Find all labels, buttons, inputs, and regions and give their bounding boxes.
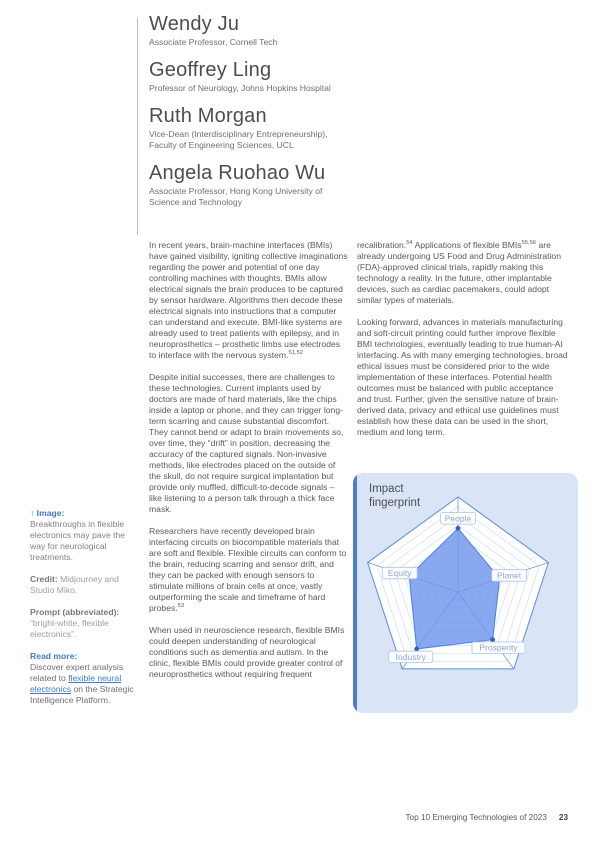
contributor-3 bbox=[149, 161, 359, 208]
contributor-title: Associate Professor, Hong Kong University of Science and Technology bbox=[149, 186, 323, 207]
radar-axis-label: Industry bbox=[395, 652, 426, 662]
prompt-block bbox=[30, 607, 135, 640]
credit-text: Midjourney and Studio Miko. bbox=[30, 574, 119, 595]
read-more-text-before: Discover expert analysis related to bbox=[30, 662, 124, 683]
footer-report-title: Top 10 Emerging Technologies of 2023 bbox=[405, 813, 547, 822]
contributor-1 bbox=[149, 58, 359, 94]
contributor-2 bbox=[149, 104, 359, 151]
impact-fingerprint-radar-chart bbox=[353, 473, 578, 713]
credit-block bbox=[30, 574, 135, 596]
image-caption-text: Breakthroughs in flexible electronics may pave the way for neurological treatments. bbox=[30, 519, 126, 562]
radar-axis-label: Equity bbox=[387, 568, 412, 579]
radar-data-point bbox=[490, 637, 495, 642]
reference-superscript: 54 bbox=[406, 240, 413, 247]
radar-axis-label: Prosperity bbox=[479, 642, 518, 653]
image-caption-sidebar bbox=[30, 508, 135, 706]
article-paragraph: In recent years, brain-machine interfaces (BMIs) have gained visibility, igniting collective imaginations regarding the power and potential of one day controlling machines with thoughts. BMIs allow electrical signals the brain produces to be captured by sensor hardware. Algorithms then decode these electrical signals into instructions that a computer can understand and execute. BMI-like systems are already used to treat patients with epilepsy, and in neuroprosthetics – prosthetic limbs use electrodes to interface with the nervous system.$^{51,52}$ bbox=[149, 240, 348, 360]
contributor-name: Wendy Ju bbox=[149, 13, 240, 35]
reference-superscript: 55,56 bbox=[521, 240, 537, 247]
contributors-list bbox=[149, 12, 359, 218]
article-column-2 bbox=[357, 240, 569, 449]
read-more-label: Read more: bbox=[30, 651, 78, 661]
article-paragraph: Looking forward, advances in materials manufacturing and soft-circuit printing could further improve flexible BMI technologies, eventually leading to true human-AI interfacing. As with many emerging technologies, broad ethical issues must be considered prior to the wide implementation of these interfaces. Potential health outcomes must be balanced with public acceptance and trust. Further, given the sensitive nature of brain-derived data, privacy and ethical use guidelines must establish how these data can be used in the short, medium and long term. bbox=[357, 317, 568, 437]
flexible-neural-electronics-link[interactable]: flexible neural electronics bbox=[30, 673, 122, 694]
contributor-title: Professor of Neurology, Johns Hopkins Hospital bbox=[149, 83, 331, 93]
prompt-label: Prompt (abbreviated): bbox=[30, 607, 120, 617]
prompt-text: “bright-white, flexible electronics”. bbox=[30, 618, 109, 639]
impact-fingerprint-panel bbox=[353, 473, 578, 713]
contributors-rule bbox=[137, 18, 138, 235]
article-paragraph: Researchers have recently developed brain interfacing circuits on biocompatible materials that are soft and flexible. Flexible circuits can conform to the brain, reducing scarring and sensor drift, and they can be packed with enough sensors to stimulate millions of brain cells at once, vastly outperforming the scale and timeframe of hard probes.$^{53}$ bbox=[149, 526, 347, 613]
reference-superscript: 51,52 bbox=[288, 350, 303, 357]
article-paragraph: recalibration.$^{54}$ Applications of flexible BMIs$^{55,56}$ are already undergoing US Food and Drug Administration (FDA)-approved clinical trials, rapidly making this technology a reality. In the future, other implantable devices, such as cardiac pacemakers, could adopt similar types of materials. bbox=[357, 240, 561, 305]
reference-superscript: 53 bbox=[177, 603, 185, 610]
contributor-name: Ruth Morgan bbox=[149, 105, 267, 127]
footer-page-number: 23 bbox=[558, 813, 568, 822]
read-more-block bbox=[30, 651, 135, 706]
article-paragraph: Despite initial successes, there are challenges to these technologies. Current implants used by doctors are made of hard materials, like the chips inside a laptop or phone, and they can trigger long-term scarring and cause substantial discomfort. They cannot bend or adapt to brain movements so, over time, they “drift” in position, decreasing the accuracy of the captured signals. Non-invasive methods, like electrodes placed on the outside of the skull, do not require surgical implantation but provide only muffled, difficult-to-decode signals – like listening to a person talk through a thick face mask. bbox=[149, 372, 344, 514]
radar-data-point bbox=[456, 526, 461, 531]
image-caption-block bbox=[30, 508, 135, 563]
contributor-title: Vice-Dean (Interdisciplinary Entrepreneurship), Faculty of Engineering Sciences, UCL bbox=[149, 129, 328, 150]
article-paragraph: When used in neuroscience research, flexible BMIs could deepen understanding of neurological conditions such as dementia and autism. In the clinic, flexible BMIs could provide greater control of neuroprosthetics without requiring frequent bbox=[149, 625, 345, 679]
credit-label: Credit: bbox=[30, 574, 58, 584]
image-label: ↑ Image: bbox=[30, 508, 65, 518]
contributor-name: Geoffrey Ling bbox=[149, 59, 272, 81]
contributor-title: Associate Professor, Cornell Tech bbox=[149, 37, 278, 47]
contributor-0 bbox=[149, 12, 359, 48]
radar-axis-label: Planet bbox=[497, 570, 522, 581]
radar-data-point bbox=[414, 647, 419, 652]
read-more-text-after: on the Strategic Intelligence Platform. bbox=[30, 684, 134, 705]
impact-fingerprint-title: Impact fingerprint bbox=[369, 483, 421, 509]
article-column-1 bbox=[149, 240, 349, 691]
page-footer bbox=[405, 813, 568, 822]
radar-axis-label: People bbox=[444, 513, 472, 524]
contributor-name: Angela Ruohao Wu bbox=[149, 162, 326, 184]
